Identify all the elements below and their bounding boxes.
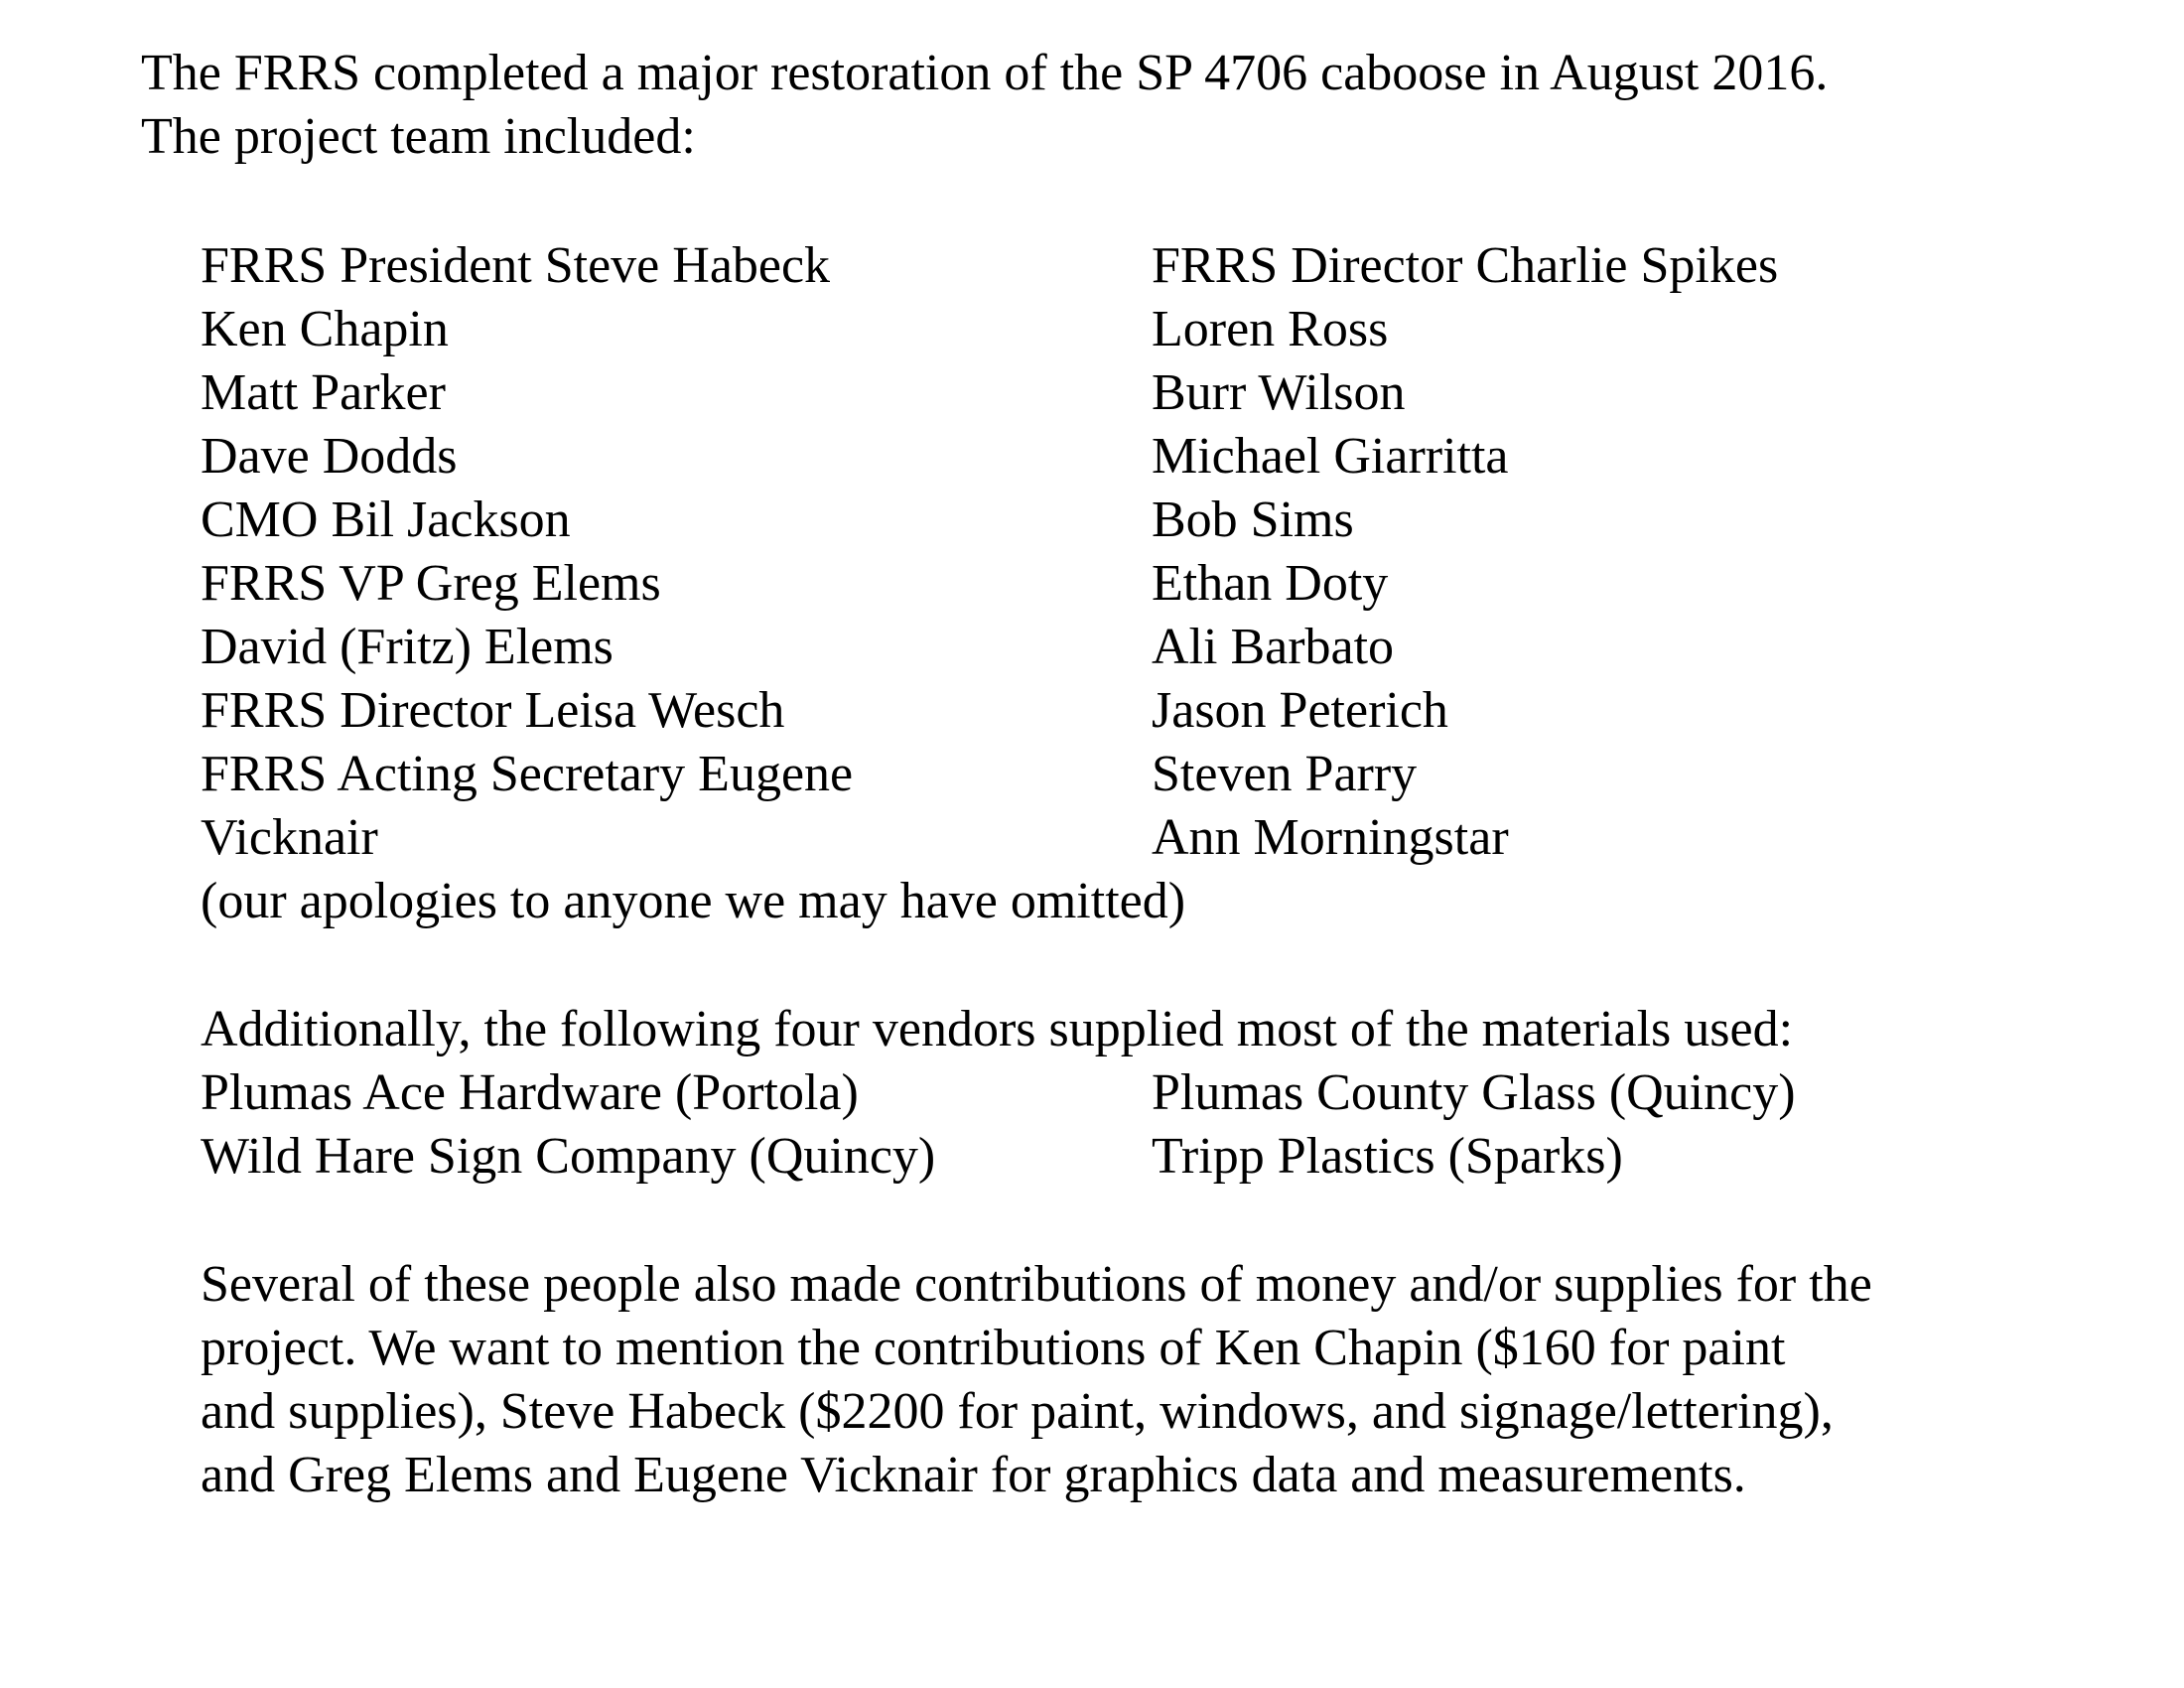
contributions-line: Several of these people also made contributions of money and/or supplies for the bbox=[201, 1256, 1872, 1313]
contributions-line: and supplies), Steve Habeck ($2200 for paint, windows, and signage/lettering), bbox=[201, 1383, 1834, 1440]
team-member: FRRS President Steve Habeck bbox=[201, 237, 831, 294]
vendors-intro: Additionally, the following four vendors supplied most of the materials used: bbox=[201, 1001, 1794, 1057]
vendor-item: Tripp Plastics (Sparks) bbox=[1152, 1128, 1623, 1185]
contributions-line: and Greg Elems and Eugene Vicknair for graphics data and measurements. bbox=[201, 1447, 1746, 1503]
contributions-line: project. We want to mention the contributions of Ken Chapin ($160 for paint bbox=[201, 1320, 1786, 1376]
team-member: Dave Dodds bbox=[201, 428, 458, 485]
team-member: FRRS Acting Secretary Eugene bbox=[201, 746, 854, 802]
team-member: FRRS VP Greg Elems bbox=[201, 555, 661, 612]
team-member: CMO Bil Jackson bbox=[201, 492, 571, 548]
team-member: Burr Wilson bbox=[1152, 364, 1406, 421]
team-member: Vicknair bbox=[201, 809, 378, 866]
team-member: David (Fritz) Elems bbox=[201, 619, 614, 675]
team-member: Loren Ross bbox=[1152, 301, 1389, 357]
team-member: Jason Peterich bbox=[1152, 682, 1448, 739]
vendor-item: Plumas County Glass (Quincy) bbox=[1152, 1064, 1796, 1121]
team-member: Bob Sims bbox=[1152, 492, 1354, 548]
team-member: Ethan Doty bbox=[1152, 555, 1389, 612]
team-member: Ali Barbato bbox=[1152, 619, 1395, 675]
team-member: FRRS Director Leisa Wesch bbox=[201, 682, 785, 739]
vendor-item: Plumas Ace Hardware (Portola) bbox=[201, 1064, 859, 1121]
team-member: Ann Morningstar bbox=[1152, 809, 1509, 866]
team-member: Steven Parry bbox=[1152, 746, 1418, 802]
vendor-item: Wild Hare Sign Company (Quincy) bbox=[201, 1128, 936, 1185]
intro-line-2: The project team included: bbox=[141, 108, 696, 165]
team-member: Michael Giarritta bbox=[1152, 428, 1509, 485]
team-member: Matt Parker bbox=[201, 364, 446, 421]
team-member: FRRS Director Charlie Spikes bbox=[1152, 237, 1779, 294]
intro-line-1: The FRRS completed a major restoration of the SP 4706 caboose in August 2016. bbox=[141, 45, 1829, 101]
team-member: Ken Chapin bbox=[201, 301, 449, 357]
apology-note: (our apologies to anyone we may have omitted) bbox=[201, 873, 1186, 929]
